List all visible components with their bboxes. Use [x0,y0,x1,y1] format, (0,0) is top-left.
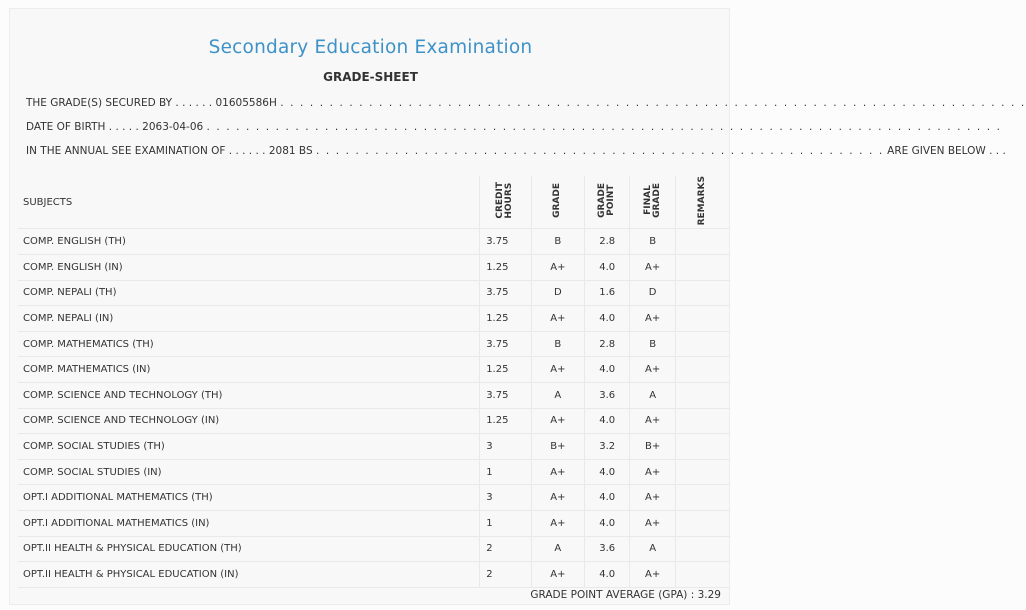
exam-year: 2081 BS [268,145,313,157]
header-grade-point: GRADE POINT [584,176,629,229]
remarks-cell [675,229,730,255]
gpa-value: 3.29 [697,589,721,601]
grade-cell: A+ [531,562,584,588]
grade-cell: A+ [531,459,584,485]
credit-hours-cell: 1 [480,459,532,485]
table-row [18,331,730,357]
grade-cell: A+ [531,485,584,511]
final-grade-cell: A [630,382,675,408]
table-row [18,562,730,588]
exam-dots: . . . . . . . . . . . . . . . . . . . . . . . . . . . . . . . . . . . . . . . . . . . . . . . . . . . . . . . . . . [315,145,884,157]
subject-cell: COMP. SCIENCE AND TECHNOLOGY (IN) [18,408,480,434]
table-row [18,408,730,434]
grade-point-cell: 4.0 [584,485,629,511]
final-grade-cell: A [630,536,675,562]
subject-cell: COMP. ENGLISH (IN) [18,254,480,280]
subject-cell: OPT.I ADDITIONAL MATHEMATICS (IN) [18,510,480,536]
credit-hours-cell: 3.75 [480,331,532,357]
grade-cell: A+ [531,510,584,536]
grade-cell: B [531,229,584,255]
table-row [18,536,730,562]
grade-cell: A+ [531,408,584,434]
grade-point-cell: 1.6 [584,280,629,306]
subject-cell: OPT.II HEALTH & PHYSICAL EDUCATION (TH) [18,536,480,562]
grade-point-cell: 4.0 [584,510,629,536]
secured-by-label: THE GRADE(S) SECURED BY . . . . . . [26,97,213,109]
header-credit-hours: CREDIT HOURS [480,176,532,229]
remarks-cell [675,485,730,511]
table-row [18,357,730,383]
exam-label: IN THE ANNUAL SEE EXAMINATION OF . . . . . . [26,145,266,157]
subject-cell: COMP. SOCIAL STUDIES (IN) [18,459,480,485]
grades-table [18,176,730,588]
credit-hours-cell: 1.25 [480,357,532,383]
remarks-cell [675,254,730,280]
grade-cell: D [531,280,584,306]
subject-cell: COMP. NEPALI (TH) [18,280,480,306]
remarks-cell [675,331,730,357]
grade-point-cell: 2.8 [584,331,629,357]
grade-point-cell: 4.0 [584,306,629,332]
secured-by-dots: . . . . . . . . . . . . . . . . . . . . . . . . . . . . . . . . . . . . . . . . . . . . . . . . . . . . . . . . . . . . . . . . . . . . . . . . . . . . [280,97,1026,109]
subject-cell: COMP. SOCIAL STUDIES (TH) [18,434,480,460]
grade-point-cell: 4.0 [584,408,629,434]
credit-hours-cell: 1 [480,510,532,536]
grade-sheet [9,8,1026,605]
grade-point-cell: 3.6 [584,382,629,408]
final-grade-cell: A+ [630,408,675,434]
final-grade-cell: B+ [630,434,675,460]
exam-line [26,145,1006,157]
final-grade-cell: A+ [630,562,675,588]
grade-cell: A+ [531,306,584,332]
table-header-row [18,176,730,229]
remarks-cell [675,536,730,562]
subject-cell: OPT.II HEALTH & PHYSICAL EDUCATION (IN) [18,562,480,588]
remarks-cell [675,434,730,460]
grade-point-cell: 4.0 [584,357,629,383]
remarks-cell [675,459,730,485]
grade-point-cell: 4.0 [584,254,629,280]
credit-hours-cell: 3 [480,434,532,460]
header-grade: GRADE [531,176,584,229]
symbol-number: 01605586H [215,97,277,109]
dob-value: 2063-04-06 [142,121,204,133]
subject-cell: COMP. MATHEMATICS (TH) [18,331,480,357]
dob-dots: . . . . . . . . . . . . . . . . . . . . . . . . . . . . . . . . . . . . . . . . . . . . . . . . . . . . . . . . . . . . . . . . . . . . . . . . . . . . . . . . . [206,121,1002,133]
subject-cell: COMP. NEPALI (IN) [18,306,480,332]
grade-point-cell: 4.0 [584,459,629,485]
remarks-cell [675,306,730,332]
page-title: Secondary Education Examination [208,37,533,58]
credit-hours-cell: 1.25 [480,306,532,332]
credit-hours-cell: 3.75 [480,229,532,255]
final-grade-cell: A+ [630,459,675,485]
dob-label: DATE OF BIRTH . . . . . [26,121,139,133]
remarks-cell [675,510,730,536]
credit-hours-cell: 2 [480,536,532,562]
table-row [18,306,730,332]
table-row [18,485,730,511]
table-row [18,382,730,408]
subject-cell: OPT.I ADDITIONAL MATHEMATICS (TH) [18,485,480,511]
table-row [18,254,730,280]
credit-hours-cell: 3 [480,485,532,511]
final-grade-cell: D [630,280,675,306]
final-grade-cell: B [630,331,675,357]
remarks-cell [675,357,730,383]
final-grade-cell: A+ [630,510,675,536]
remarks-cell [675,382,730,408]
subject-cell: COMP. MATHEMATICS (IN) [18,357,480,383]
dob-line [26,121,1002,133]
credit-hours-cell: 1.25 [480,408,532,434]
grade-cell: A+ [531,357,584,383]
credit-hours-cell: 1.25 [480,254,532,280]
grade-point-cell: 3.2 [584,434,629,460]
page-subtitle: GRADE-SHEET [323,70,418,84]
grade-cell: A [531,382,584,408]
grade-point-cell: 2.8 [584,229,629,255]
table-row [18,434,730,460]
final-grade-cell: B [630,229,675,255]
grade-cell: B [531,331,584,357]
header-final-grade: FINAL GRADE [630,176,675,229]
remarks-cell [675,408,730,434]
grade-point-cell: 4.0 [584,562,629,588]
subject-cell: COMP. SCIENCE AND TECHNOLOGY (TH) [18,382,480,408]
table-row [18,229,730,255]
gpa-summary [530,589,721,601]
grade-cell: B+ [531,434,584,460]
final-grade-cell: A+ [630,485,675,511]
grade-point-cell: 3.6 [584,536,629,562]
header-subjects: SUBJECTS [18,176,480,229]
table-row [18,459,730,485]
final-grade-cell: A+ [630,357,675,383]
credit-hours-cell: 2 [480,562,532,588]
table-row [18,510,730,536]
remarks-cell [675,562,730,588]
header-remarks: REMARKS [675,176,730,229]
credit-hours-cell: 3.75 [480,382,532,408]
credit-hours-cell: 3.75 [480,280,532,306]
subject-cell: COMP. ENGLISH (TH) [18,229,480,255]
gpa-label: GRADE POINT AVERAGE (GPA) : [530,589,695,601]
grade-cell: A+ [531,254,584,280]
final-grade-cell: A+ [630,254,675,280]
table-row [18,280,730,306]
grade-cell: A [531,536,584,562]
exam-suffix: ARE GIVEN BELOW . . . [887,145,1006,157]
remarks-cell [675,280,730,306]
final-grade-cell: A+ [630,306,675,332]
table-body [18,229,730,587]
secured-by-line [26,97,1026,109]
